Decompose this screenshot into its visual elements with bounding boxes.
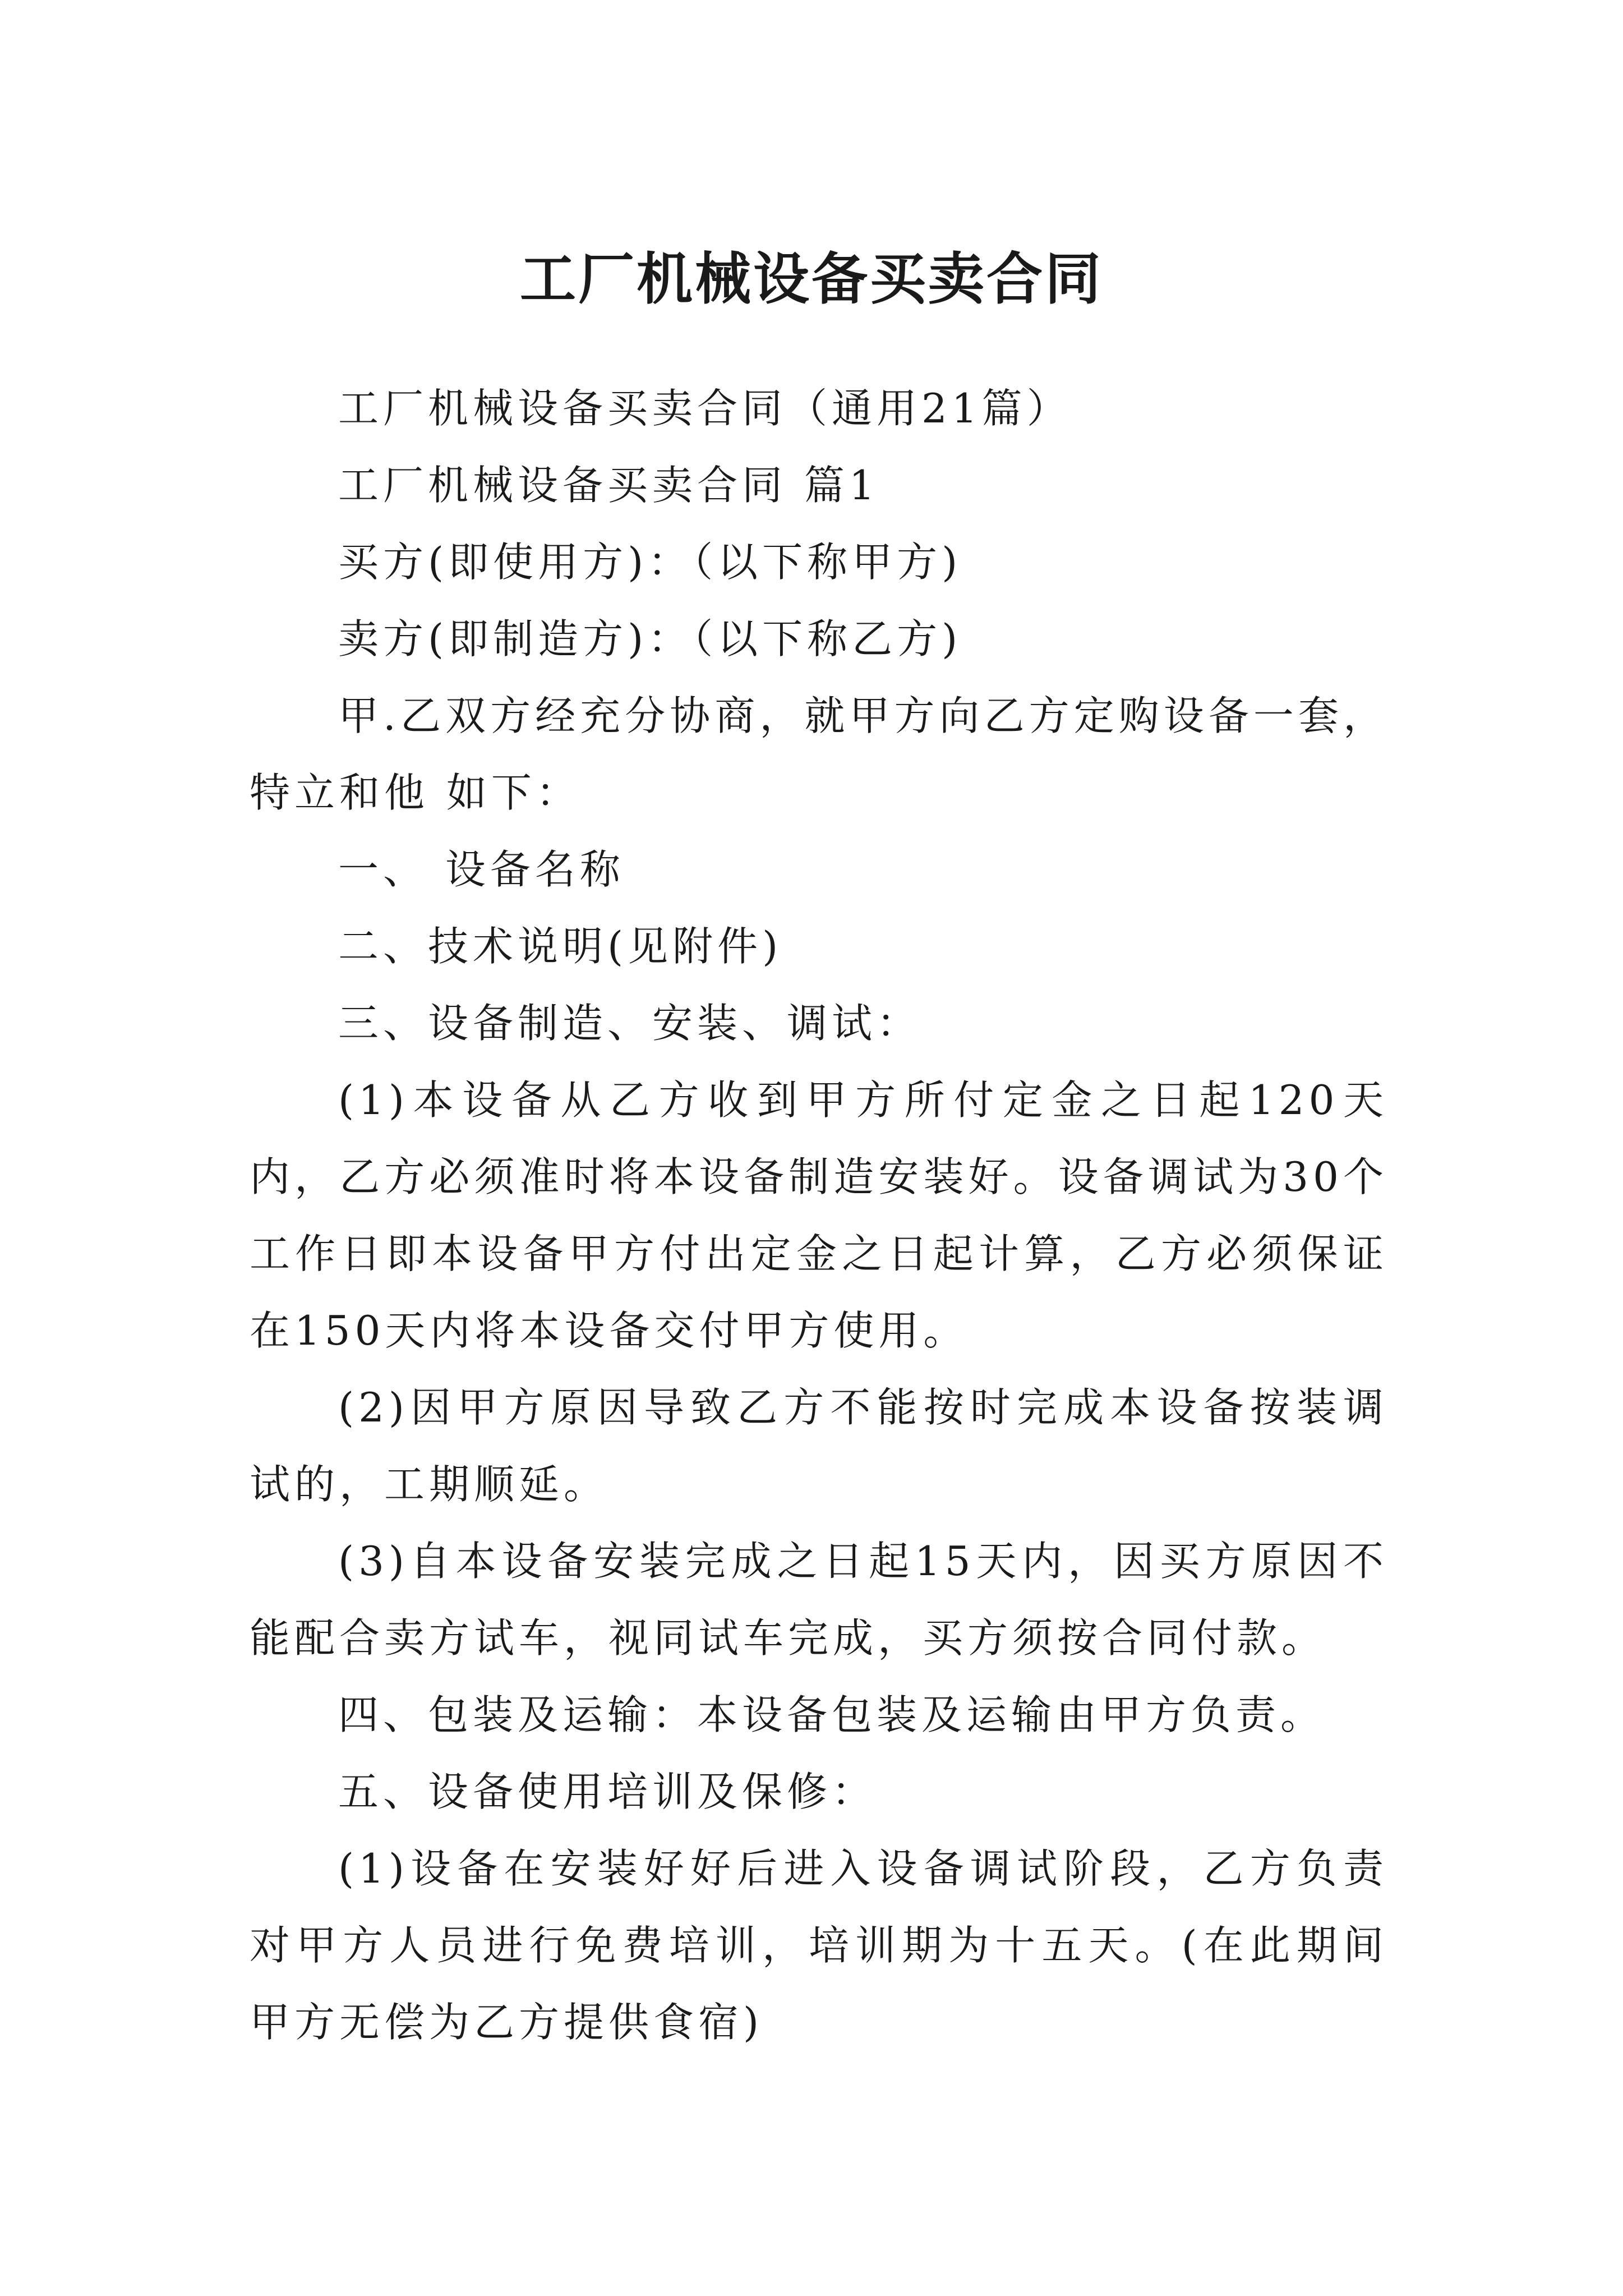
paragraph-preamble: 甲.乙双方经充分协商，就甲方向乙方定购设备一套，特立和他 如下：: [250, 692, 1388, 816]
document-title: 工厂机械设备买卖合同: [520, 246, 1103, 312]
paragraph-clause-3-2: (2)因甲方原因导致乙方不能按时完成本设备按装调试的，工期顺延。: [250, 1384, 1388, 1508]
paragraph-clause-3-3: (3)自本设备安装完成之日起15天内，因买方原因不能配合卖方试车，视同试车完成，买方须按合同付款。: [250, 1538, 1388, 1662]
paragraph-seller: 卖方(即制造方)：（以下称乙方): [338, 615, 962, 662]
paragraph-section-5: 五、设备使用培训及保修：: [338, 1768, 877, 1815]
paragraph-buyer: 买方(即使用方)：（以下称甲方): [338, 539, 962, 586]
paragraph-section-1: 一、 设备名称: [338, 846, 625, 893]
paragraph-clause-5-1: (1)设备在安装好好后进入设备调试阶段，乙方负责对甲方人员进行免费培训，培训期为十五天。(在此期间甲方无偿为乙方提供食宿): [250, 1845, 1388, 2046]
paragraph-section-4: 四、包装及运输：本设备包装及运输由甲方负责。: [338, 1691, 1326, 1738]
paragraph-section-3: 三、设备制造、安装、调试：: [338, 1000, 922, 1047]
paragraph-clause-3-1: (1)本设备从乙方收到甲方所付定金之日起120天内，乙方必须准时将本设备制造安装好。设备调试为30个工作日即本设备甲方付出定金之日起计算，乙方必须保证在150天内将本设备交付甲方使用。: [250, 1076, 1388, 1354]
document-body: [250, 370, 1388, 2061]
paragraph-section-2: 二、技术说明(见附件): [338, 923, 783, 970]
paragraph-subtitle: 工厂机械设备买卖合同（通用21篇）: [338, 385, 1072, 432]
paragraph-part-heading: 工厂机械设备买卖合同 篇1: [338, 462, 879, 509]
